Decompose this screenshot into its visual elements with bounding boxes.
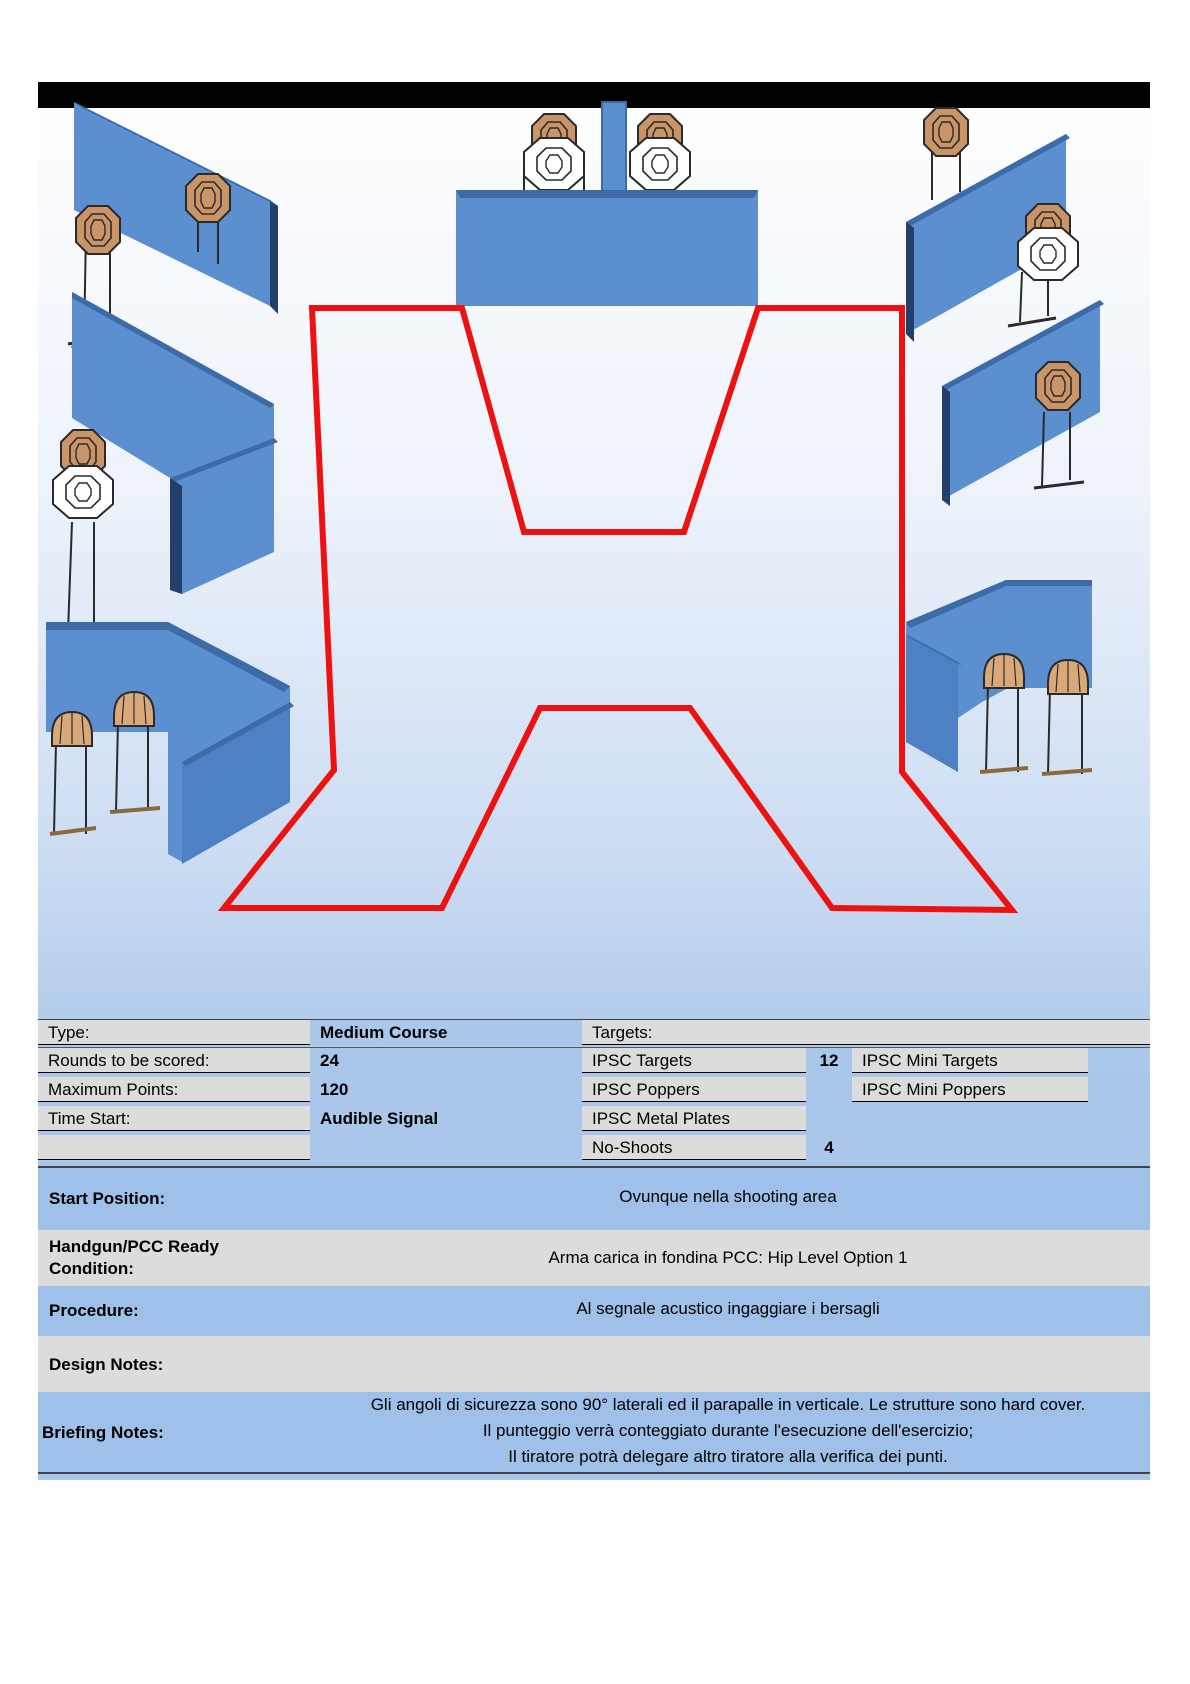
popper-stand-right-2	[1042, 688, 1092, 774]
rounds-label: Rounds to be scored:	[38, 1048, 310, 1073]
wall-right-middle	[942, 300, 1104, 506]
briefing-notes-row	[38, 1392, 1150, 1472]
points-label: Maximum Points:	[38, 1077, 310, 1102]
targets-label: Targets:	[582, 1020, 1150, 1045]
ready-condition-value: Arma carica in fondina PCC: Hip Level Option 1	[548, 1248, 908, 1267]
rounds-value: 24	[310, 1048, 582, 1073]
ipsc-poppers-count	[806, 1077, 852, 1102]
briefing-line-3: Il tiratore potrà delegare altro tiratore alla verifica dei punti.	[508, 1447, 948, 1466]
design-notes-row	[38, 1336, 1150, 1392]
ipsc-targets-count: 12	[806, 1048, 852, 1073]
start-position-value: Ovunque nella shooting area	[619, 1187, 837, 1206]
mini-targets-label: IPSC Mini Targets	[852, 1048, 1088, 1073]
start-position-label: Start Position:	[49, 1189, 166, 1208]
ipsc-target-left-top-1	[76, 206, 120, 254]
design-notes-label: Design Notes:	[49, 1355, 164, 1374]
procedure-label: Procedure:	[49, 1301, 139, 1320]
time-start-label: Time Start:	[38, 1106, 310, 1131]
mini-poppers-label: IPSC Mini Poppers	[852, 1077, 1088, 1102]
stage-info-table	[38, 1019, 1150, 1157]
ipsc-target-right-top	[924, 108, 968, 156]
shooting-area-fault-line	[224, 308, 1012, 910]
popper-left-1	[52, 712, 92, 746]
table-rule-1	[38, 1047, 1150, 1048]
popper-left-2	[114, 692, 154, 726]
popper-right-2	[1048, 660, 1088, 694]
briefing-line-1: Gli angoli di sicurezza sono 90° laterali ed il parapalle in verticale. Le strutture sono hard cover.	[370, 1395, 1086, 1414]
procedure-value: Al segnale acustico ingaggiare i bersagli	[576, 1299, 880, 1318]
empty-label	[38, 1135, 310, 1160]
no-shoot-center-2	[630, 138, 690, 190]
briefing-line-2: Il punteggio verrà conteggiato durante l'esecuzione dell'esercizio;	[482, 1421, 974, 1440]
ipsc-target-right-lower	[1036, 362, 1080, 410]
ipsc-poppers-label: IPSC Poppers	[582, 1077, 806, 1102]
type-value: Medium Course	[310, 1020, 582, 1045]
popper-stand-left-1	[50, 742, 96, 834]
procedure-row	[38, 1286, 1150, 1336]
ready-condition-row	[38, 1230, 1150, 1286]
notes-bottom-rule	[38, 1472, 1150, 1474]
ipsc-target-left-top-2	[186, 174, 230, 222]
start-position-row	[38, 1168, 1150, 1230]
popper-stand-left-2	[110, 722, 160, 812]
no-shoots-label: No-Shoots	[582, 1135, 806, 1160]
ipsc-targets-label: IPSC Targets	[582, 1048, 806, 1073]
metal-plates-label: IPSC Metal Plates	[582, 1106, 806, 1131]
pillar-center	[602, 102, 626, 192]
ready-condition-label-line1: Handgun/PCC Ready	[49, 1237, 220, 1256]
popper-stand-right-1	[980, 684, 1028, 772]
ready-condition-label-line2: Condition:	[49, 1259, 134, 1278]
metal-plates-count	[806, 1106, 852, 1131]
no-shoot-left-middle	[53, 466, 113, 518]
wall-center-back	[456, 190, 758, 306]
no-shoot-right-middle	[1018, 228, 1078, 280]
type-label: Type:	[38, 1020, 310, 1045]
popper-right-1	[984, 654, 1024, 688]
stage-diagram	[38, 82, 1150, 1019]
no-shoots-count: 4	[806, 1135, 852, 1160]
points-value: 120	[310, 1077, 582, 1102]
no-shoot-center-1	[524, 138, 584, 190]
time-start-value: Audible Signal	[310, 1106, 582, 1131]
briefing-notes-label: Briefing Notes:	[42, 1423, 164, 1442]
stage-sheet	[38, 82, 1150, 1480]
ready-condition-label	[49, 1236, 219, 1280]
